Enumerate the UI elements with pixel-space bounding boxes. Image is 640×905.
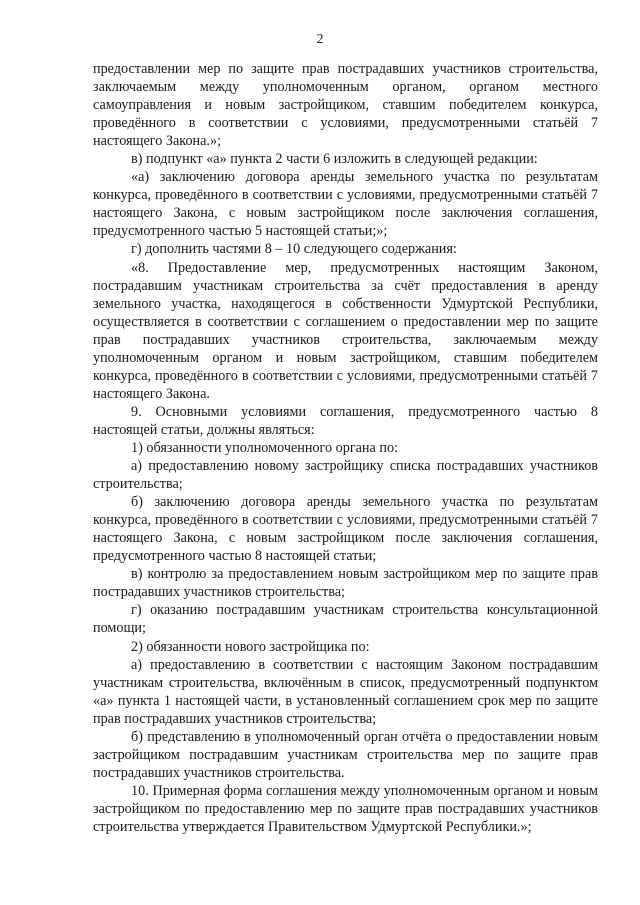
paragraph: 1) обязанности уполномоченного органа по: <box>131 439 398 456</box>
paragraph: в) подпункт «а» пункта 2 части 6 изложить в следующей редакции: <box>131 151 538 168</box>
paragraph: предоставлении мер по защите прав пострадавших участников строительства, заключаемым между уполномоченным органом, органом местного самоуправления и новым застройщиком, ставшим победителем конкурса, проведённого в соответствии с условиями, предусмотренными статьёй 7 настоящего Закона.»; <box>93 61 598 150</box>
paragraph: 2) обязанности нового застройщика по: <box>131 638 370 655</box>
page-number: 2 <box>316 32 324 47</box>
paragraph: 10. Примерная форма соглашения между уполномоченным органом и новым застройщиком по предоставлению мер по защите прав пострадавших участников строительства утверждается Правительством Удмуртской Республики.»; <box>93 782 598 835</box>
paragraph: 9. Основными условиями соглашения, предусмотренного частью 8 настоящей статьи, должны являться: <box>93 403 598 438</box>
document-body <box>93 60 598 836</box>
paragraph: «8. Предоставление мер, предусмотренных настоящим Законом, пострадавшим участникам строительства за счёт предоставления в аренду земельного участка, находящегося в собственности Удмуртской Республики, осуществляется в соответствии с соглашением о предоставлении мер по защите прав пострадавших участников строительства, заключаемым между уполномоченным органом и новым застройщиком, ставшим победителем конкурса, проведённого в соответствии с условиями, предусмотренными статьёй 7 настоящего Закона. <box>93 259 598 402</box>
paragraph: в) контролю за предоставлением новым застройщиком мер по защите прав пострадавших участников строительства; <box>93 566 598 601</box>
paragraph: б) представлению в уполномоченный орган отчёта о предоставлении новым застройщиком пострадавшим участникам строительства мер по защите прав пострадавших участников строительства. <box>93 728 598 781</box>
paragraph: а) предоставлению новому застройщику списка пострадавших участников строительства; <box>93 458 598 493</box>
paragraph: а) предоставлению в соответствии с настоящим Законом пострадавшим участникам строительства, включённым в список, предусмотренный подпунктом «а» пункта 1 настоящей части, в установленный соглашением срок мер по защите прав пострадавших участников строительства; <box>93 656 598 727</box>
paragraph: б) заключению договора аренды земельного участка по результатам конкурса, проведённого в соответствии с условиями, предусмотренными статьёй 7 настоящего Закона, с новым застройщиком после заключения соглашения, предусмотренного частью 8 настоящей статьи; <box>93 494 598 565</box>
paragraph: г) оказанию пострадавшим участникам строительства консультационной помощи; <box>93 602 598 637</box>
paragraph: г) дополнить частями 8 – 10 следующего содержания: <box>131 241 457 258</box>
paragraph: «а) заключению договора аренды земельного участка по результатам конкурса, проведённого в соответствии с условиями, предусмотренными статьёй 7 настоящего Закона, с новым застройщиком после заключения соглашения, предусмотренного частью 5 настоящей статьи;»; <box>93 169 598 240</box>
